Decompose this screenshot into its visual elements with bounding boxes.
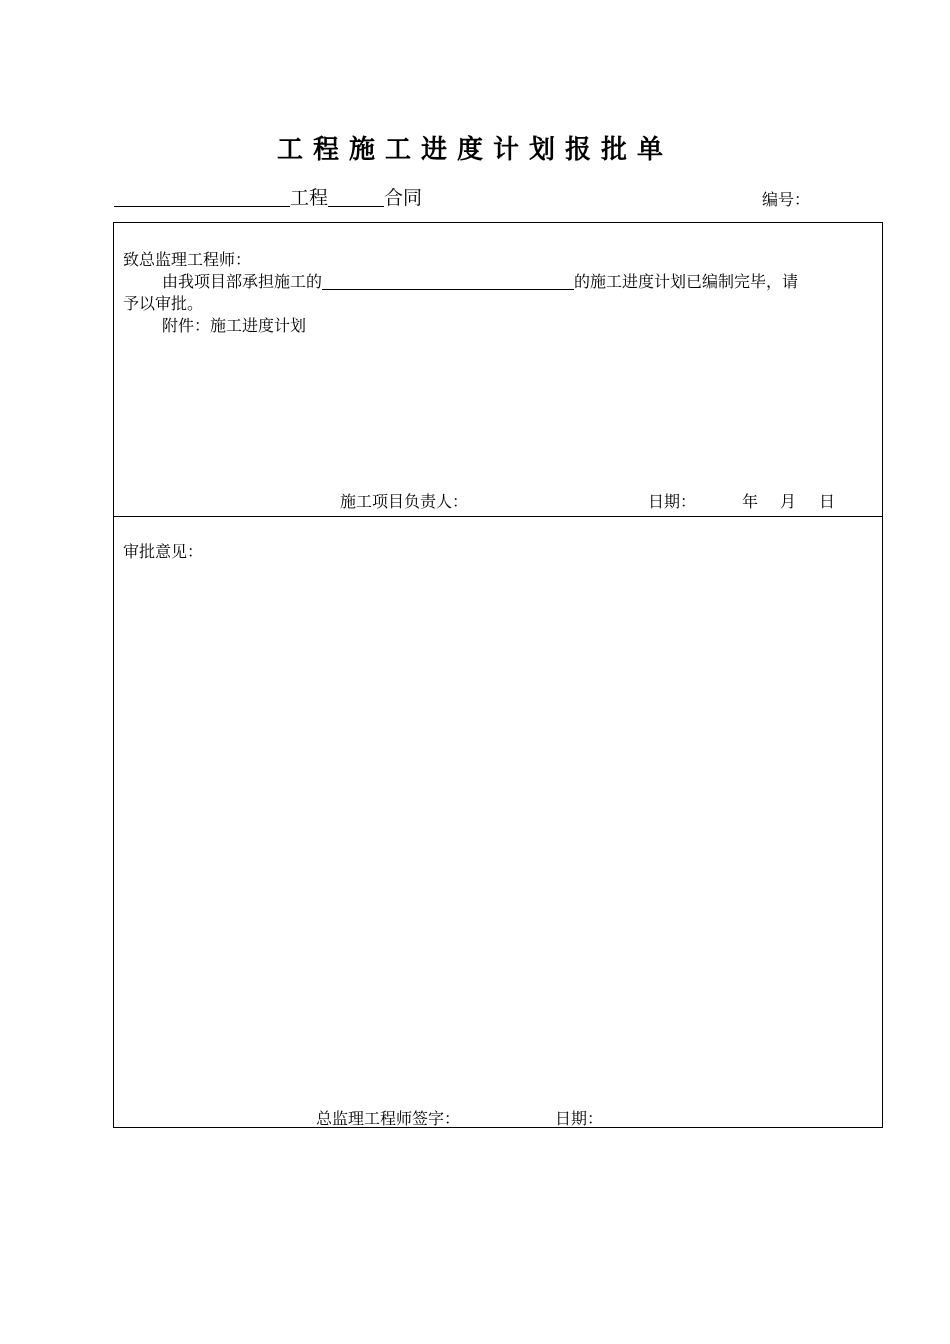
year-label: 年 [742, 492, 759, 511]
project-label: 工程 [290, 187, 329, 209]
request-section [114, 223, 882, 517]
form-title: 工程施工进度计划报批单 [276, 135, 673, 165]
request-body-line2: 予以审批。 [123, 294, 204, 313]
attachment-text: 附件：施工进度计划 [162, 316, 307, 335]
addressee-text: 致总监理工程师： [123, 250, 252, 269]
approval-opinion-label: 审批意见： [123, 542, 204, 561]
request-body-line1 [162, 271, 798, 293]
project-contract-line [114, 184, 422, 212]
body-suffix: 的施工进度计划已编制完毕，请 [574, 272, 799, 291]
request-date-label: 日期： [648, 492, 697, 511]
contract-label: 合同 [384, 187, 423, 209]
project-name-blank[interactable] [114, 184, 290, 207]
form-table [113, 222, 883, 1128]
contract-name-blank[interactable] [328, 184, 384, 207]
day-label: 日 [819, 492, 836, 511]
chief-engineer-signature-label: 总监理工程师签字： [316, 1109, 461, 1128]
serial-number-label: 编号： [762, 190, 811, 209]
construction-manager-label: 施工项目负责人： [340, 492, 469, 511]
approval-date-label: 日期： [555, 1109, 604, 1128]
project-part-blank[interactable] [322, 271, 574, 290]
body-prefix: 由我项目部承担施工的 [162, 272, 323, 291]
month-label: 月 [780, 492, 797, 511]
approval-section [114, 517, 882, 1127]
